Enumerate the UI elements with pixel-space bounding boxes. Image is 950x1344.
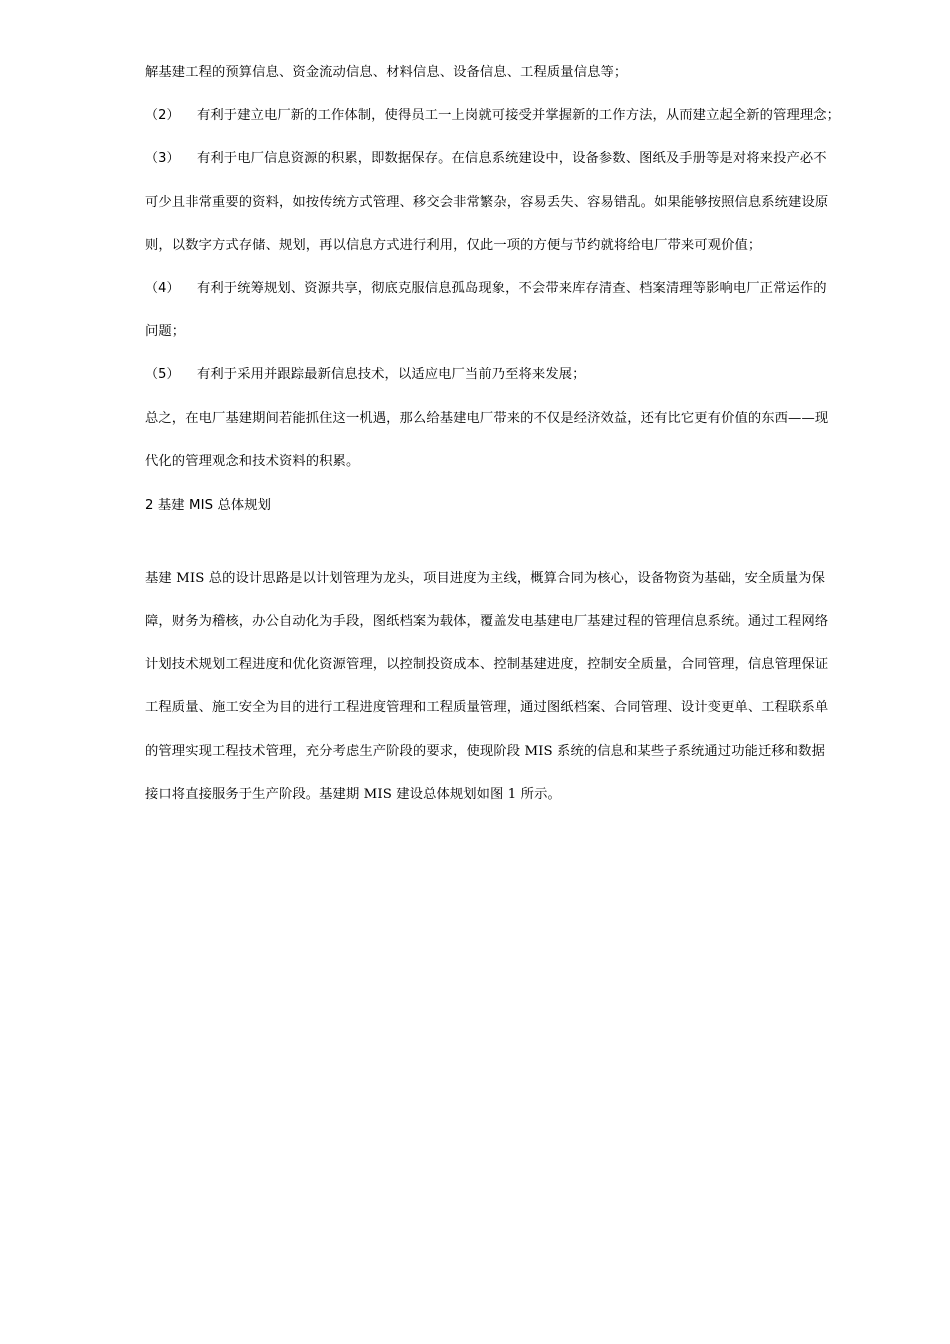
intro-line: 解基建工程的预算信息、资金流动信息、材料信息、设备信息、工程质量信息等； — [145, 65, 628, 80]
section-line: 的管理实现工程技术管理，充分考虑生产阶段的要求，使现阶段 MIS 系统的信息和某些子系统通过功能迁移和数据 — [145, 743, 825, 759]
section-line: 接口将直接服务于生产阶段。基建期 MIS 建设总体规划如图 1 所示。 — [145, 786, 561, 802]
list-number: （2） — [145, 108, 180, 124]
summary-line: 总之，在电厂基建期间若能抓住这一机遇，那么给基建电厂带来的不仅是经济效益，还有比它更有价值的东西——现 — [145, 410, 829, 426]
list-item-text: 有利于电厂信息资源的积累，即数据保存。在信息系统建设中，设备参数、图纸及手册等是对将来投产必不 — [197, 151, 827, 167]
list-number: （5） — [145, 367, 180, 383]
list-item-4 — [145, 267, 880, 310]
section-heading-text: 2 基建 MIS 总体规划 — [145, 497, 272, 513]
list-item-5 — [145, 353, 880, 396]
section-heading — [145, 491, 880, 547]
list-item-text: 有利于采用并跟踪最新信息技术，以适应电厂当前乃至将来发展； — [197, 367, 586, 383]
list-item-text: 有利于统筹规划、资源共享，彻底克服信息孤岛现象，不会带来库存清查、档案清理等影响电厂正常运作的 — [197, 280, 827, 296]
section-line: 计划技术规划工程进度和优化资源管理，以控制投资成本、控制基建进度，控制安全质量，合同管理，信息管理保证 — [145, 657, 829, 673]
summary-line: 代化的管理观念和技术资料的积累。 — [145, 453, 360, 469]
list-item-3 — [145, 137, 880, 180]
section-line: 基建 MIS 总的设计思路是以计划管理为龙头，项目进度为主线，概算合同为核心，设备物资为基础，安全质量为保 — [145, 570, 825, 586]
list-number: （4） — [145, 280, 180, 296]
section-line: 工程质量、施工安全为目的进行工程进度管理和工程质量管理，通过图纸档案、合同管理、设计变更单、工程联系单 — [145, 700, 829, 716]
list-item-3-continued: 可少且非常重要的资料，如按传统方式管理、移交会非常繁杂，容易丢失、容易错乱。如果能够按照信息系统建设原 — [145, 194, 829, 210]
list-item-3-continued: 则，以数字方式存储、规划，再以信息方式进行利用，仅此一项的方便与节约就将给电厂带来可观价值； — [145, 237, 762, 253]
list-number: （3） — [145, 151, 180, 167]
list-item-text: 有利于建立电厂新的工作体制，使得员工一上岗就可接受并掌握新的工作方法，从而建立起全新的管理理念； — [197, 108, 841, 124]
document-body — [145, 51, 880, 816]
section-line: 障，财务为稽核，办公自动化为手段，图纸档案为载体，覆盖发电基建电厂基建过程的管理信息系统。通过工程网络 — [145, 614, 829, 630]
list-item-4-continued: 问题； — [145, 324, 186, 340]
list-item-2 — [145, 94, 880, 137]
